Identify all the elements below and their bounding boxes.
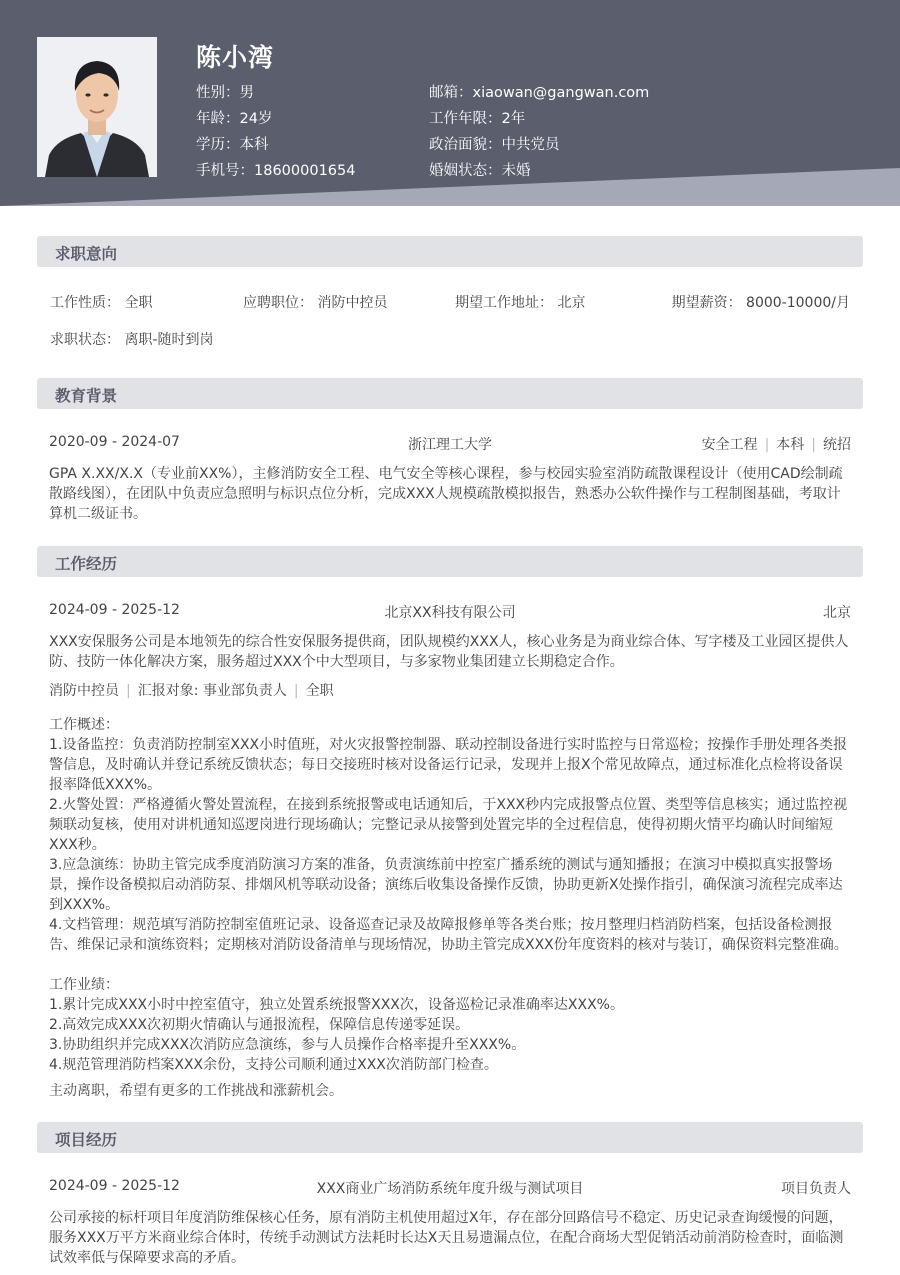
enrollment-type: 统招 xyxy=(823,437,851,453)
candidate-name: 陈小湾 xyxy=(196,43,275,72)
work-years: 工作年限：2年 xyxy=(429,111,526,127)
email: 邮箱：xiaowan@gangwan.com xyxy=(429,85,650,101)
divider: | xyxy=(811,437,816,453)
achievement-item: 2.高效完成XXX次初期火情确认与通报流程，保障信息传递零延误。 xyxy=(49,1017,470,1033)
company-description: XXX安保服务公司是本地领先的综合性安保服务提供商，团队规模约XXX人，核心业务是为商业综合体、写字楼及工业园区提供人防、技防一体化解决方案，服务超过XXX个中大型项目，与多家物业集团建立长期稳定合作。 xyxy=(49,634,849,670)
education-date: 2020-09 - 2024-07 xyxy=(49,434,180,450)
school-name: 浙江理工大学 xyxy=(408,437,492,453)
section-header-intent xyxy=(37,236,863,267)
gender: 性别：男 xyxy=(196,85,254,101)
divider: | xyxy=(293,683,299,699)
education-description: GPA X.XX/X.X（专业前XX%），主修消防安全工程、电气安全等核心课程，参与校园实验室消防疏散课程设计（使用CAD绘制疏散路线图），在团队中负责应急照明与标识点位分析，完成XXX人规模疏散模拟报告，熟悉办公软件操作与工程制图基础，考取计算机二级证书。 xyxy=(49,466,843,522)
overview-item: 4.文档管理：规范填写消防控制室值班记录、设备巡查记录及故障报修单等各类台账；按月整理归档消防档案，包括设备检测报告、维保记录和演练资料；定期核对消防设备清单与现场情况，协助主管完成XXX份年度资料的核对与装订，确保资料完整准确。 xyxy=(49,917,848,953)
job-position: 应聘职位： 消防中控员 xyxy=(243,295,388,311)
section-title: 求职意向 xyxy=(55,245,118,263)
personal-info-left xyxy=(196,80,355,184)
work-details xyxy=(49,715,853,1101)
work-city: 北京 xyxy=(823,605,851,621)
section-header-work xyxy=(37,546,863,577)
marital-status: 婚姻状态：未婚 xyxy=(429,163,531,179)
resume-header xyxy=(0,0,900,206)
overview-item: 1.设备监控：负责消防控制室XXX小时值班，对火灾报警控制器、联动控制设备进行实时监控与日常巡检；按操作手册处理各类报警信息，及时确认并登记系统反馈状态；每日交接班时核对设备运行记录，发现并上报X个常见故障点，通过标准化点检将设备误报率降低XXX%。 xyxy=(49,737,848,793)
project-name: XXX商业广场消防系统年度升级与测试项目 xyxy=(316,1181,584,1197)
divider: | xyxy=(126,683,131,699)
overview-title: 工作概述： xyxy=(49,717,119,733)
spacer xyxy=(49,955,853,975)
job-nature: 工作性质： 全职 xyxy=(50,295,153,311)
work-tags xyxy=(49,680,334,700)
job-location: 期望工作地址： 北京 xyxy=(455,295,586,311)
phone: 手机号：18600001654 xyxy=(196,163,356,179)
project-date: 2024-09 - 2025-12 xyxy=(49,1178,180,1194)
section-title: 项目经历 xyxy=(55,1131,118,1149)
political-status: 政治面貌：中共党员 xyxy=(429,137,560,153)
achievement-item: 1.累计完成XXX小时中控室值守，独立处置系统报警XXX次，设备巡检记录准确率达XXX%。 xyxy=(49,997,624,1013)
achievement-title: 工作业绩： xyxy=(49,977,119,993)
leave-reason: 主动离职，希望有更多的工作挑战和涨薪机会。 xyxy=(49,1083,343,1099)
degree: 本科 xyxy=(776,437,805,453)
section-title: 教育背景 xyxy=(55,387,118,405)
project-role: 项目负责人 xyxy=(781,1181,851,1197)
major: 安全工程 xyxy=(701,437,758,453)
job-type: 全职 xyxy=(305,683,334,699)
section-header-project xyxy=(37,1122,863,1153)
job-status: 求职状态： 离职-随时到岗 xyxy=(50,332,214,348)
project-description: 公司承接的标杆项目年度消防维保核心任务，原有消防主机使用超过X年，存在部分回路信号不稳定、历史记录查询缓慢的问题，服务XXX万平方米商业综合体时，传统手动测试方法耗时长达X天且易遗漏点位，在配合商场大型促销活动前消防检查时，面临测试效率低与保障要求高的矛盾。 xyxy=(49,1210,844,1266)
overview-item: 3.应急演练：协助主管完成季度消防演习方案的准备，负责演练前中控室广播系统的测试与通知播报；在演习中模拟真实报警场景，操作设备模拟启动消防泵、排烟风机等联动设备；演练后收集设备操作反馈，协助更新X处操作指引，确保演习流程完成率达到XXX%。 xyxy=(49,857,843,913)
age: 年龄：24岁 xyxy=(196,111,273,127)
personal-info-right xyxy=(429,80,649,184)
section-header-education xyxy=(37,378,863,409)
section-title: 工作经历 xyxy=(55,555,118,573)
avatar xyxy=(37,37,157,177)
achievement-item: 3.协助组织并完成XXX次消防应急演练，参与人员操作合格率提升至XXX%。 xyxy=(49,1037,526,1053)
overview-item: 2.火警处置：严格遵循火警处置流程，在接到系统报警或电话通知后，于XXX秒内完成报警点位置、类型等信息核实；通过监控视频联动复核，使用对讲机通知巡逻岗进行现场确认；完整记录从接警到处置完毕的全过程信息，使得初期火情平均确认时间缩短XXX秒。 xyxy=(49,797,848,853)
divider: | xyxy=(764,437,770,453)
company-name: 北京XX科技有限公司 xyxy=(384,605,516,621)
report-to: 汇报对象: 事业部负责人 xyxy=(137,683,287,699)
education-level: 学历：本科 xyxy=(196,137,269,153)
job-role: 消防中控员 xyxy=(49,683,119,699)
achievement-item: 4.规范管理消防档案XXX余份，支持公司顺利通过XXX次消防部门检查。 xyxy=(49,1057,498,1073)
education-tags xyxy=(600,434,851,454)
work-date: 2024-09 - 2025-12 xyxy=(49,602,180,618)
job-salary: 期望薪资： 8000-10000/月 xyxy=(671,295,850,311)
